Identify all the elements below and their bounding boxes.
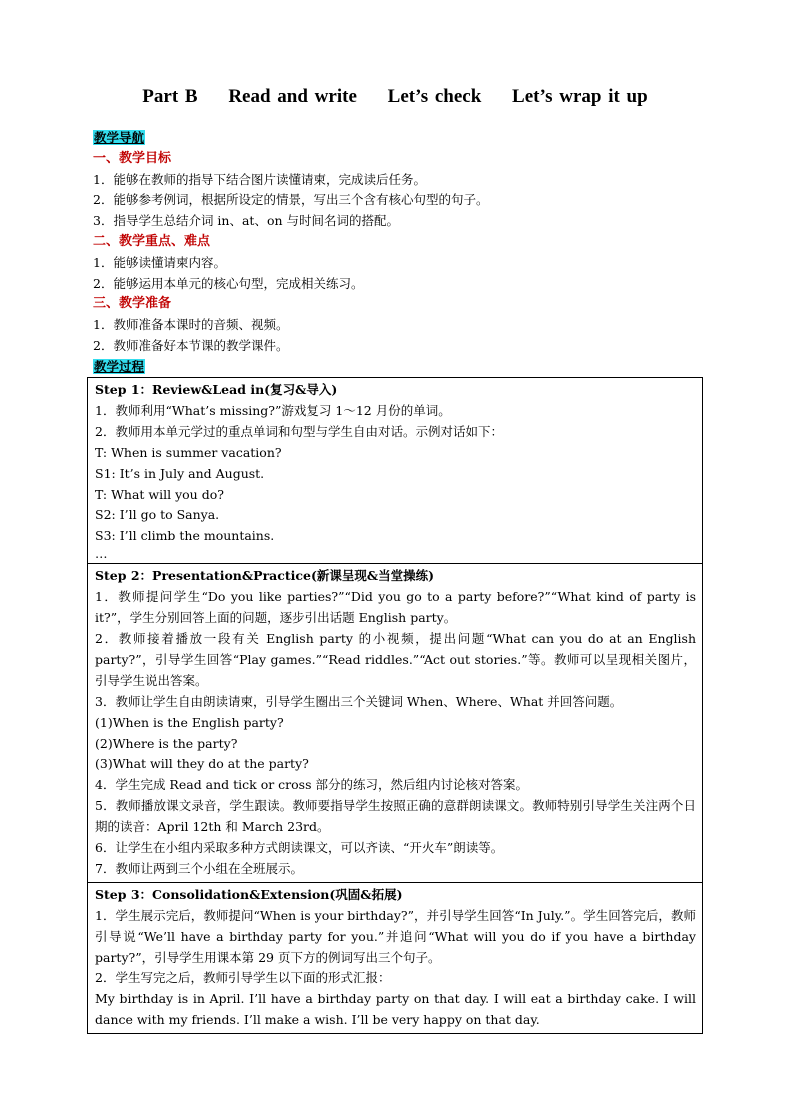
key-point-item: 2．能够运用本单元的核心句型，完成相关练习。 — [93, 275, 364, 291]
title-part-b: Part B — [142, 86, 198, 107]
step-row — [88, 564, 703, 883]
dialogue-line: S2: I’ll go to Sanya. — [95, 507, 220, 523]
title-lets-check: Let’s check — [387, 86, 482, 107]
preparation-item: 1．教师准备本课时的音频、视频。 — [93, 317, 289, 333]
dialogue-line: T: When is summer vacation? — [95, 444, 282, 460]
goal-item: 3．指导学生总结介词 in、at、on 与时间名词的搭配。 — [93, 213, 400, 229]
step-heading: Step 3：Consolidation&Extension(巩固&拓展) — [95, 886, 403, 902]
step-line: 5．教师播放课文录音，学生跟读。教师要指导学生按照正确的意群朗读课文。教师特别引导学生关注两个日期的读音：April 12th 和 March 23rd。 — [95, 798, 696, 835]
dialogue-line: S1: It’s in July and August. — [95, 465, 265, 481]
key-points-heading: 二、教学重点、难点 — [93, 233, 211, 249]
page-title — [0, 86, 790, 108]
preparation-item: 2．教师准备好本节课的教学课件。 — [93, 337, 289, 353]
step-line: 3．教师让学生自由朗读请柬，引导学生圈出三个关键词 When、Where、What 并回答问题。 — [95, 693, 623, 709]
step-line: 2．教师接着播放一段有关 English party 的小视频，提出问题“What can you do at an English party?”，引导学生回答“Play games.”“Read riddles.”“Act out stories.”等。教师可以呈现相关图片，引导学生说出答案。 — [95, 630, 696, 688]
step-cell — [88, 564, 703, 883]
step-line: 7．教师让两到三个小组在全班展示。 — [95, 860, 303, 876]
preparation-heading: 三、教学准备 — [93, 296, 172, 312]
goal-item: 2．能够参考例词，根据所设定的情景，写出三个含有核心句型的句子。 — [93, 192, 489, 208]
step-heading: Step 1：Review&Lead in(复习&导入) — [95, 382, 338, 397]
goals-heading: 一、教学目标 — [93, 150, 172, 166]
dialogue-line: S3: I’ll climb the mountains. — [95, 528, 275, 544]
question-line: (1)When is the English party? — [95, 714, 284, 730]
example-paragraph: My birthday is in April. I’ll have a birthday party on that day. I will eat a birthday cake. I will dance with my friends. I’ll make a wish. I’ll be very happy on that day. — [95, 991, 696, 1028]
dialogue-line: T: What will you do? — [95, 486, 224, 502]
question-line: (3)What will they do at the party? — [95, 756, 309, 772]
step-line: 2．学生写完之后，教师引导学生以下面的形式汇报： — [95, 970, 391, 986]
step-line: 6．让学生在小组内采取多种方式朗读课文，可以齐读、“开火车”朗读等。 — [95, 840, 504, 856]
title-read-write: Read and write — [228, 86, 357, 107]
step-cell — [88, 378, 703, 564]
title-wrap-up: Let’s wrap it up — [512, 86, 648, 107]
teaching-guide — [93, 128, 703, 378]
step-row — [88, 882, 703, 1033]
step-heading: Step 2：Presentation&Practice(新课呈现&当堂操练) — [95, 568, 435, 584]
step-row — [88, 378, 703, 564]
teaching-guide-label: 教学导航 — [94, 130, 145, 145]
goal-item: 1．能够在教师的指导下结合图片读懂请柬，完成读后任务。 — [93, 171, 426, 187]
step-line: 1．教师提问学生“Do you like parties?”“Did you go to a party before?”“What kind of party is it?”，学生分别回答上面的问题，逐步引出话题 English party。 — [95, 589, 696, 626]
step-line: 1．学生展示完后，教师提问“When is your birthday?”，并引导学生回答“In July.”。学生回答完后，教师引导说“We’ll have a birthday party for you.”并追问“What will you do if you have a birthday party?”，引导学生用课本第 29 页下方的例词写出三个句子。 — [95, 907, 696, 965]
ellipsis: … — [95, 546, 108, 562]
step-line: 4．学生完成 Read and tick or cross 部分的练习，然后组内讨论核对答案。 — [95, 777, 528, 793]
process-label: 教学过程 — [94, 358, 145, 374]
step-cell — [88, 882, 703, 1033]
teaching-process-table — [87, 377, 703, 1034]
key-point-item: 1．能够读懂请柬内容。 — [93, 254, 226, 270]
step-line: 1．教师利用“What’s missing?”游戏复习 1～12 月份的单词。 — [95, 402, 451, 418]
question-line: (2)Where is the party? — [95, 735, 238, 751]
step-line: 2．教师用本单元学过的重点单词和句型与学生自由对话。示例对话如下： — [95, 423, 503, 439]
